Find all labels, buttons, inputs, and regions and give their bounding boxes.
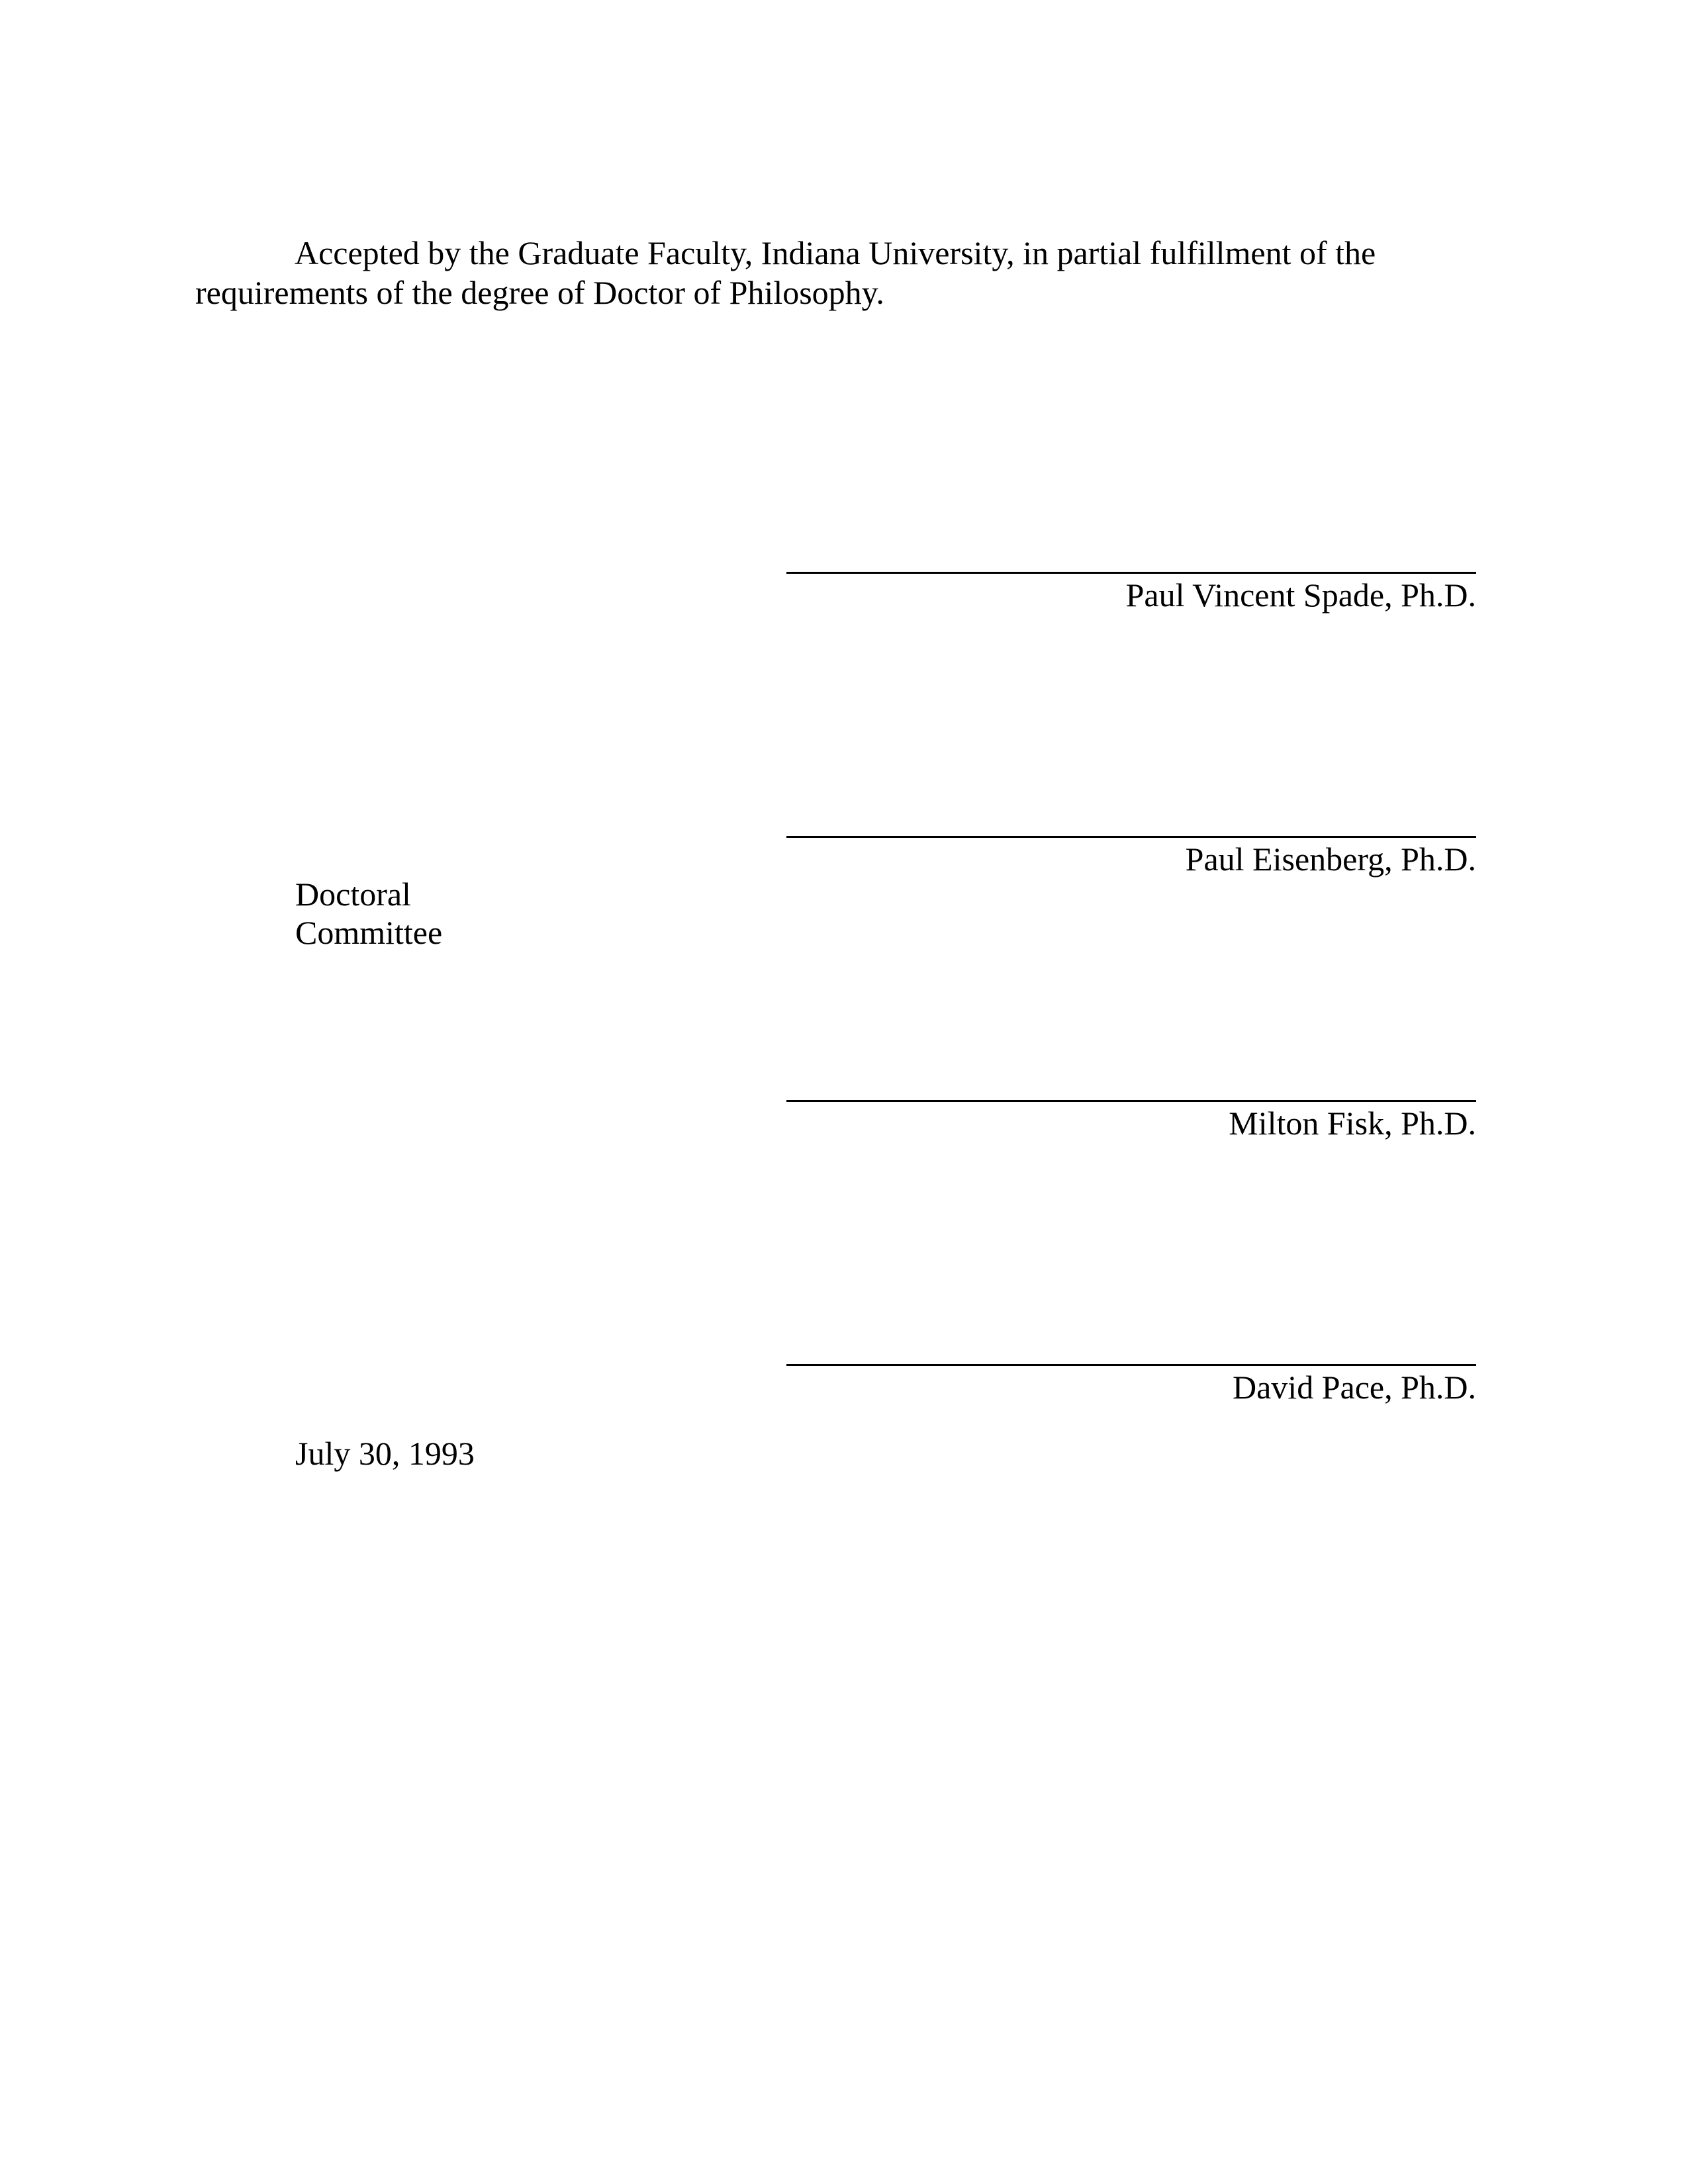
signature-block bbox=[786, 1364, 1476, 1407]
committee-label-line: Doctoral bbox=[295, 876, 411, 913]
acceptance-statement: Accepted by the Graduate Faculty, Indiana University, in partial fulfillment of the requirements of the degree of Doctor of Philosophy. bbox=[195, 234, 1376, 311]
signatory-name: Milton Fisk, Ph.D. bbox=[1229, 1105, 1476, 1142]
signature-block bbox=[786, 1100, 1476, 1143]
acceptance-date: July 30, 1993 bbox=[295, 1435, 475, 1472]
signature-line bbox=[786, 836, 1476, 838]
signatory-name: Paul Vincent Spade, Ph.D. bbox=[1125, 576, 1476, 614]
signature-line bbox=[786, 1100, 1476, 1102]
signatory-name: David Pace, Ph.D. bbox=[1233, 1369, 1476, 1406]
signature-line bbox=[786, 1364, 1476, 1366]
committee-label-line: Committee bbox=[295, 914, 443, 951]
signature-block bbox=[786, 572, 1476, 615]
signature-block bbox=[786, 836, 1476, 879]
signature-line bbox=[786, 572, 1476, 574]
committee-label bbox=[295, 875, 560, 952]
signatory-name: Paul Eisenberg, Ph.D. bbox=[1185, 841, 1476, 878]
